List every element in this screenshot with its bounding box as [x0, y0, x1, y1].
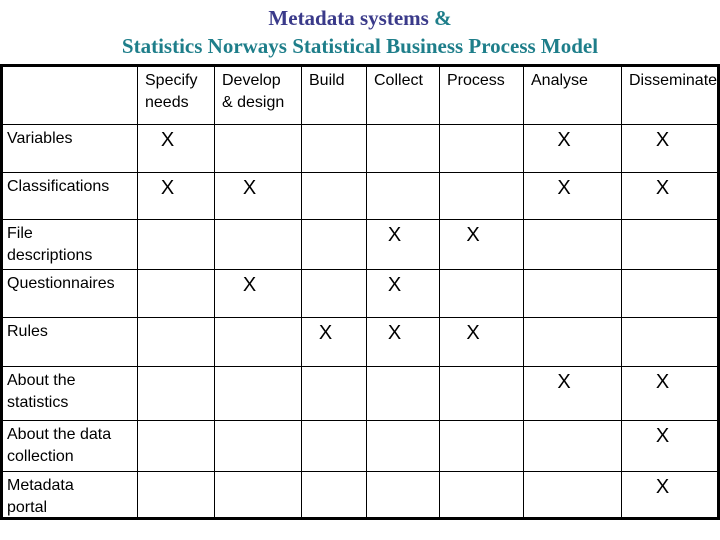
column-divider	[301, 64, 302, 520]
title-line-2: Statistics Norways Statistical Business Process Model	[121, 34, 599, 58]
cell-mark: X	[387, 224, 402, 246]
row-divider	[0, 172, 720, 173]
row-divider	[0, 471, 720, 472]
row-label: Rules	[7, 323, 48, 340]
row-label: About the data collection	[7, 426, 112, 465]
cell-mark: X	[655, 129, 670, 151]
row-divider	[0, 420, 720, 421]
table-border-left	[0, 64, 3, 520]
cell-mark: X	[655, 476, 670, 498]
metadata-process-table	[0, 64, 720, 520]
row-label: Classifications	[7, 178, 110, 195]
title-ampersand: &	[434, 6, 452, 30]
title-text: Metadata systems	[268, 6, 435, 30]
cell-mark: X	[160, 129, 175, 151]
row-divider	[0, 219, 720, 220]
row-divider	[0, 124, 720, 125]
cell-mark: X	[318, 322, 333, 344]
column-divider	[439, 64, 440, 520]
column-header: Collect	[374, 72, 423, 89]
column-header: Build	[309, 72, 345, 89]
cell-mark: X	[242, 274, 257, 296]
column-divider	[214, 64, 215, 520]
cell-mark: X	[387, 274, 402, 296]
column-header: Process	[447, 72, 505, 89]
cell-mark: X	[160, 177, 175, 199]
cell-mark: X	[242, 177, 257, 199]
column-divider	[523, 64, 524, 520]
cell-mark: X	[387, 322, 402, 344]
cell-mark: X	[557, 371, 571, 393]
row-label: Variables	[7, 130, 73, 147]
title-line-1	[0, 4, 720, 32]
table-border-top	[0, 64, 720, 67]
cell-mark: X	[655, 177, 670, 199]
column-divider	[366, 64, 367, 520]
column-header: Develop & design	[222, 72, 285, 111]
column-divider	[137, 64, 138, 520]
column-header: Analyse	[531, 72, 588, 89]
column-header: Disseminate	[629, 72, 718, 89]
column-header: Specify needs	[145, 72, 198, 111]
cell-mark: X	[655, 425, 670, 447]
row-label: File descriptions	[7, 225, 93, 264]
cell-mark: X	[466, 224, 480, 246]
row-divider	[0, 269, 720, 270]
cell-mark: X	[466, 322, 480, 344]
row-label: Metadata portal	[7, 477, 74, 516]
cell-mark: X	[557, 129, 571, 151]
column-divider	[621, 64, 622, 520]
cell-mark: X	[557, 177, 571, 199]
row-label: About the statistics	[7, 372, 76, 411]
cell-mark: X	[655, 371, 670, 393]
row-divider	[0, 366, 720, 367]
row-divider	[0, 317, 720, 318]
row-label: Questionnaires	[7, 275, 115, 292]
